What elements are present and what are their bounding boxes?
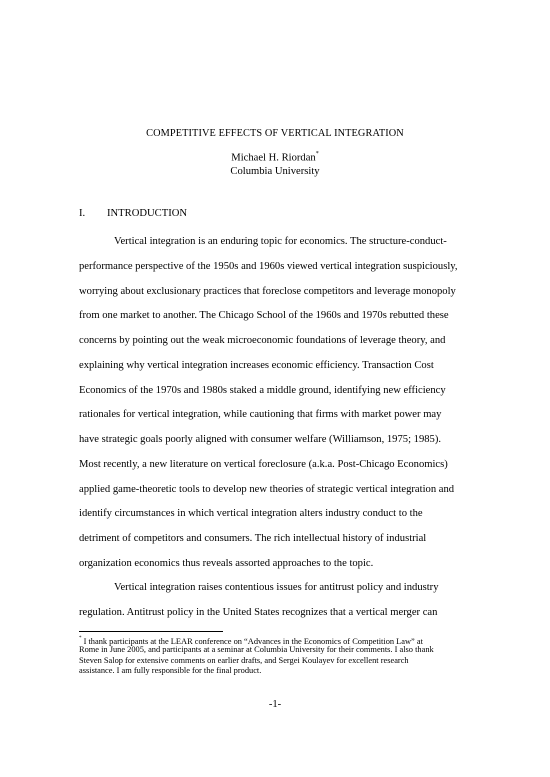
- text-line: applied game-theoretic tools to develop new theories of strategic vertical integration and: [79, 483, 455, 495]
- text-line: from one market to another. The Chicago School of the 1960s and 1970s rebutted these: [79, 310, 449, 322]
- page-number: -1-: [268, 699, 282, 710]
- text-line: Economics of the 1970s and 1980s staked a middle ground, identifying new efficiency: [79, 384, 446, 396]
- footnote-line: assistance. I am fully responsible for the final product.: [79, 665, 262, 675]
- footnote-line: Rome in June 2005, and participants at a seminar at Columbia University for their comments. I also thank: [79, 645, 434, 655]
- paper-title: COMPETITIVE EFFECTS OF VERTICAL INTEGRATION: [146, 128, 404, 139]
- author-name: Michael H. Riordan: [231, 152, 316, 164]
- text-line: organization economics thus reveals assorted approaches to the topic.: [79, 557, 374, 569]
- footnote-line: [79, 635, 475, 645]
- section-number: I.: [79, 208, 86, 219]
- footnote-text: I thank participants at the LEAR conference on “Advances in the Economics of Competition Law” at: [81, 636, 423, 646]
- author-affiliation: Columbia University: [230, 166, 320, 177]
- text-line: identify circumstances in which vertical integration alters industry conduct to the: [79, 508, 423, 520]
- text-line: detriment of competitors and consumers. The rich intellectual history of industrial: [79, 533, 427, 544]
- footnote-mark: *: [79, 636, 82, 641]
- author-line: [0, 152, 550, 164]
- section-heading: [79, 208, 187, 219]
- paragraph-antitrust: [79, 576, 469, 626]
- footnote-divider: [79, 631, 223, 632]
- section-title: INTRODUCTION: [107, 208, 188, 219]
- text-line: performance perspective of the 1950s and 1960s viewed vertical integration suspiciously,: [79, 260, 458, 272]
- text-line: regulation. Antitrust policy in the United States recognizes that a vertical merger can: [79, 606, 438, 618]
- author-footnote-mark: *: [315, 151, 319, 157]
- text-line: rationales for vertical integration, while cautioning that firms with market power may: [79, 409, 442, 421]
- text-line: explaining why vertical integration increases economic efficiency. Transaction Cost: [79, 359, 434, 371]
- text-line: worrying about exclusionary practices that foreclose competitors and leverage monopoly: [79, 285, 456, 297]
- text-line: Most recently, a new literature on vertical foreclosure (a.k.a. Post-Chicago Economics): [79, 458, 448, 470]
- text-line: concerns by pointing out the weak microeconomic foundations of leverage theory, and: [79, 335, 446, 346]
- paragraph-intro: [79, 230, 469, 577]
- text-line: have strategic goals poorly aligned with consumer welfare (Williamson, 1975; 1985).: [79, 434, 442, 445]
- footnote-line: Steven Salop for extensive comments on earlier drafts, and Sergei Koulayev for excellent research: [79, 655, 409, 665]
- footnote: [79, 635, 475, 676]
- text-line: Vertical integration raises contentious issues for antitrust policy and industry: [114, 582, 439, 593]
- text-line: Vertical integration is an enduring topic for economics. The structure-conduct-: [114, 236, 447, 247]
